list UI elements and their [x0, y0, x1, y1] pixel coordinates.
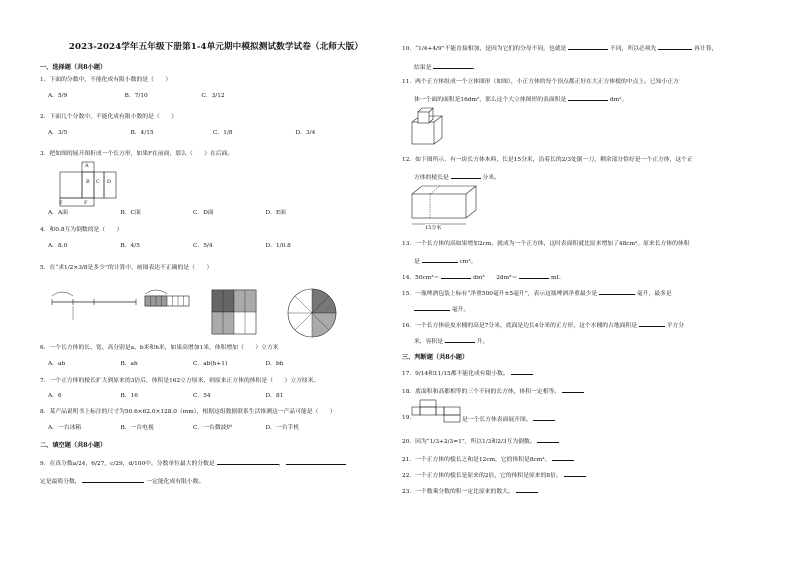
question-10-line-2: 结果是 。 [414, 62, 479, 72]
option-d: D．bh [265, 361, 284, 367]
question-13-text-b: 是 [414, 259, 420, 265]
question-11-line-2 [414, 94, 627, 104]
answer-blank[interactable] [568, 43, 608, 50]
answer-blank[interactable] [433, 62, 473, 69]
answer-blank[interactable] [533, 414, 555, 421]
question-14 [402, 272, 560, 282]
question-22 [402, 470, 586, 480]
left-column [40, 62, 392, 71]
face-label-a: A [85, 163, 89, 169]
question-4: 4．和0.8互为倒数的是（ ） [40, 227, 123, 233]
option-a: A．3/5 [48, 130, 68, 136]
question-8-options [48, 424, 338, 433]
option-c: C．5/4 [193, 243, 213, 249]
answer-blank[interactable] [564, 470, 586, 477]
face-label-e: E [59, 200, 63, 206]
question-9: 9．在真分数a/24，6/27，c/29，d/100中，分数单位最大的分数是 ， [40, 458, 346, 468]
question-4-options [48, 242, 338, 251]
option-a: A．ab [48, 361, 66, 367]
question-16 [402, 320, 684, 330]
face-label-f: F [84, 200, 88, 206]
question-11-text-b: 体一个面的面积是16dm²，那么这个大立体图形的表面积是 [414, 97, 567, 103]
option-d: D．3/4 [295, 130, 316, 136]
option-d: D．81 [265, 393, 284, 399]
section-judgement: 三、判断题（共8小题） [402, 354, 469, 361]
option-b: B．7/10 [124, 93, 148, 99]
question-1-options [48, 92, 278, 101]
question-2-options [48, 129, 378, 138]
option-d: D．一台手机 [265, 425, 300, 431]
question-19-text: 是一个长方体表面展开图。 [462, 417, 532, 423]
answer-blank[interactable] [511, 368, 533, 375]
answer-blank[interactable] [441, 272, 471, 279]
answer-blank[interactable] [568, 94, 608, 101]
question-15-text-b: 毫升，最多是 [636, 291, 672, 297]
question-10-text-b: 不同，所以必须先 [610, 46, 657, 52]
question-9-text-b: 定是最简分数， [40, 479, 81, 485]
circle-figure [287, 288, 339, 340]
answer-blank[interactable] [658, 43, 692, 50]
option-b: B．C面 [120, 210, 141, 216]
option-b: B．16 [120, 393, 138, 399]
question-11: 11．两个正方体组成一个立体图形（如图），小正方体的每个顶点都正好在大正方体棱的中点上。已知小正方 [402, 79, 679, 85]
answer-blank[interactable] [516, 486, 538, 493]
answer-blank[interactable] [217, 458, 279, 465]
question-22-text: 22．一个正方体的棱长是原来的2倍，它的体积是原来的8倍。 [402, 473, 562, 479]
page-title: 2023-2024学年五年级下册第1-4单元期中模拟测试数学试卷（北师大版） [68, 42, 364, 52]
question-13-text-c: cm³。 [459, 259, 477, 265]
question-23 [402, 486, 538, 496]
option-a: A．6 [48, 393, 62, 399]
question-19 [462, 414, 555, 424]
question-12-line-2 [414, 172, 500, 182]
section-fill-in: 二、填空题（共8小题） [40, 442, 107, 449]
question-12-text-b: 方体的棱长是 [414, 175, 449, 181]
question-10-text: 10．“1/4+4/9”不能直接相加，是因为它们的分母不同，也就是 [402, 46, 567, 52]
option-c: C．ab(h+1) [193, 361, 228, 367]
cuboid-wood-figure [410, 184, 480, 230]
option-a: A．一台冰箱 [48, 425, 82, 431]
option-b: B．ah [120, 361, 138, 367]
answer-blank[interactable] [422, 256, 458, 263]
number-line-figure [52, 286, 144, 336]
question-16-text-d: 升。 [476, 339, 489, 345]
question-21 [402, 454, 574, 464]
question-14-text-b: dm³ 2dm³＝ [473, 275, 518, 281]
question-18-text: 18．底面积和高都相等的三个不同的长方体，体积一定相等。 [402, 389, 561, 395]
answer-blank[interactable] [445, 336, 475, 343]
face-label-c: C [96, 179, 100, 185]
answer-blank[interactable] [599, 288, 635, 295]
question-10 [402, 43, 717, 53]
question-16-text-c: 米，容积是 [414, 339, 443, 345]
answer-blank[interactable] [82, 476, 144, 483]
answer-blank[interactable] [451, 172, 481, 179]
answer-blank[interactable] [519, 272, 549, 279]
question-9-line-2 [40, 476, 204, 486]
question-15-text-c: 毫升。 [451, 307, 470, 313]
option-a: A．8.0 [48, 243, 68, 249]
question-18 [402, 386, 584, 396]
option-c: C．1/8 [213, 130, 233, 136]
answer-blank[interactable] [537, 436, 559, 443]
face-label-b: B [86, 179, 90, 185]
question-13-line-2 [414, 256, 476, 266]
question-20 [402, 436, 559, 446]
answer-blank[interactable] [414, 304, 450, 311]
option-d: D．1/0.8 [265, 243, 291, 249]
answer-blank[interactable] [286, 458, 346, 465]
option-a: A．5/9 [48, 93, 68, 99]
question-3: 3．把如图的展开图折成一个长方形，如果F在前面，那么（ ）在后面。 [40, 151, 234, 157]
question-7-options [48, 392, 338, 401]
answer-blank[interactable] [552, 454, 574, 461]
option-c: C．3/12 [201, 93, 225, 99]
option-c: C．一台微波炉 [193, 425, 233, 431]
question-12: 12．如下图所示，有一块长方体木料，长是15分米，沿着长的2/3处锯一刀，剩余部分恰好是一个正方体，这个正 [402, 157, 693, 163]
question-10-text-d: 结果是 [414, 65, 432, 71]
question-9-text: 9．在真分数a/24，6/27，c/29，d/100中，分数单位最大的分数是 [40, 461, 215, 467]
question-15 [402, 288, 672, 298]
question-6: 6．一个长方体的长、宽、高分别是a、b米和h米，如果高增加1米，体积增加（ ）立方米 [40, 345, 279, 351]
answer-blank[interactable] [562, 386, 584, 393]
question-10-text-c: 再计算， [694, 46, 718, 52]
question-21-text: 21．一个正方体的棱长之和是12cm，它的体积是8cm³。 [402, 457, 551, 463]
option-b: B．4/15 [130, 130, 154, 136]
option-d: D．E面 [265, 210, 286, 216]
section-choice: 一、选择题（共8小题） [40, 64, 107, 71]
question-13: 13．一个长方体的高如果增加2cm，就成为一个正方体，这时表面积就比原来增加了48cm²。原来长方体的体积 [402, 241, 690, 247]
length-label: 15分米 [425, 225, 442, 231]
question-12-text-c: 分米。 [482, 175, 500, 181]
question-5: 5．在“求1/2×3/8是多少”的计算中，画图表达不正确的是（ ） [40, 265, 213, 271]
question-19-number: 19． [402, 415, 416, 421]
grid-square-figure [212, 290, 258, 336]
option-a: A．A面 [48, 210, 68, 216]
question-1: 1．下面的分数中，不能化成有限小数的是（ ） [40, 77, 172, 83]
question-9-text-c: 一定能化成有限小数。 [146, 479, 205, 485]
question-15-text: 15．一瓶啤酒包装上标有“净重500毫升±5毫升”，表示这瓶啤酒净重最少是 [402, 291, 598, 297]
question-17-text: 17．9/14和11/15都不能化成有限小数。 [402, 371, 509, 377]
question-2: 2．下面几个分数中，不能化成有限小数的是（ ） [40, 114, 178, 120]
stacked-cubes-figure [410, 106, 444, 146]
question-14-text: 14．50cm³＝ [402, 275, 440, 281]
question-11-text-c: dm²。 [609, 97, 628, 103]
option-c: C．54 [193, 393, 211, 399]
question-16-line-2 [414, 336, 488, 346]
answer-blank[interactable] [639, 320, 665, 327]
question-15-line-2 [414, 304, 469, 314]
question-6-options [48, 360, 338, 369]
question-16-text: 16．一个长方体硅皮水桶的高是7分米，底面是边长4分米的正方形，这个水桶的占地面积是 [402, 323, 638, 329]
option-c: C．D面 [193, 210, 214, 216]
option-b: B．一台电视 [120, 425, 154, 431]
bar-model-figure [145, 286, 191, 336]
question-23-text: 23．一个数乘分数的积一定比原来的数大。 [402, 489, 514, 495]
question-20-text: 20．因为“1/3+2/3=1”，所以1/3和2/3互为倒数。 [402, 439, 536, 445]
question-17 [402, 368, 533, 378]
option-b: B．4/5 [120, 243, 140, 249]
question-8: 8．某产品说明书上标注的尺寸为50.6×62.0×128.0（mm），根据这组数据联系生活推测这一产品可能是（ ） [40, 409, 336, 415]
face-label-d: D [107, 179, 112, 185]
question-7: 7．一个正方体的棱长扩大到原来的3倍后，体积是162立方厘米，则原来正方体的体积是（ ）立方厘米。 [40, 378, 320, 384]
question-16-text-b: 平方分 [666, 323, 685, 329]
question-14-text-c: mL [550, 275, 561, 281]
question-3-options [48, 209, 338, 218]
